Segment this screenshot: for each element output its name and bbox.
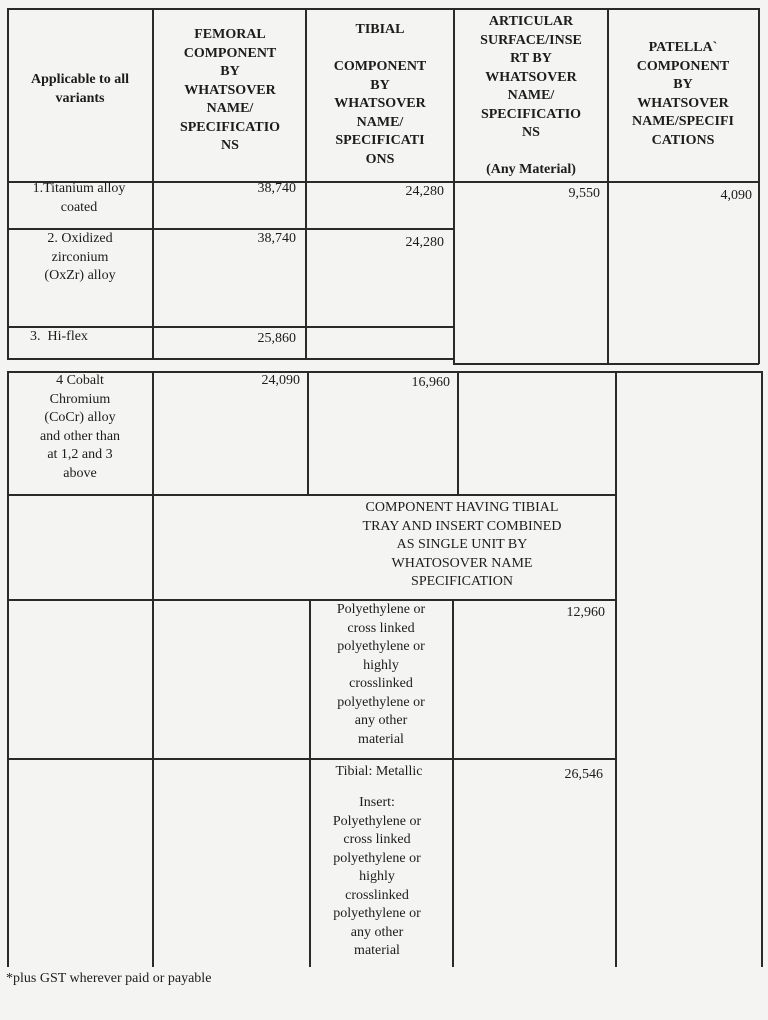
table-line (7, 494, 616, 496)
table-line (7, 371, 9, 967)
header-applicable: Applicable to all variants (30, 72, 130, 106)
row-2-label: 2. Oxidized zirconium (OxZr) alloy (44, 231, 116, 283)
header-femoral: FEMORAL COMPONENT BY WHATSOVER NAME/ SPECIFICATIO NS (179, 27, 281, 153)
combined-unit-heading: COMPONENT HAVING TIBIAL TRAY AND INSERT COMBINED AS SINGLE UNIT BY WHATOSOVER NAME SPECIFICATION (362, 500, 562, 589)
row-1-patella: 4,090 (720, 188, 752, 203)
table-line (453, 8, 455, 364)
row-2-tibial: 24,280 (405, 235, 444, 250)
polyethylene-value: 12,960 (566, 605, 605, 620)
metallic-value: 26,546 (564, 767, 603, 782)
table-line (7, 8, 759, 10)
row-1-articular: 9,550 (568, 186, 600, 201)
metallic-description: Insert: Polyethylene or cross linked polyethylene or highly crosslinked polyethylene or any other material (332, 795, 422, 958)
table-line (7, 371, 761, 373)
table-line (152, 371, 154, 967)
row-2-femoral: 38,740 (257, 231, 296, 246)
row-4-tibial: 16,960 (411, 375, 450, 390)
polyethylene-description: Polyethylene or cross linked polyethylene or highly crosslinked polyethylene or any other material (336, 602, 426, 747)
table-line (309, 599, 311, 967)
table-line (152, 8, 154, 359)
table-line (452, 599, 454, 967)
header-tibial: TIBIAL COMPONENT BY WHATSOVER NAME/ SPECIFICATI ONS (333, 22, 427, 167)
row-1-tibial: 24,280 (405, 184, 444, 199)
header-patella: PATELLA` COMPONENT BY WHATSOVER NAME/SPECIFI CATIONS (632, 40, 734, 148)
table-line (607, 8, 609, 364)
table-line (453, 363, 759, 365)
table-line (761, 371, 763, 967)
table-line (758, 8, 760, 364)
row-1-femoral: 38,740 (257, 181, 296, 196)
table-line (457, 371, 459, 494)
row-1-label: 1.Titanium alloy coated (32, 181, 126, 215)
header-articular: ARTICULAR SURFACE/INSE RT BY WHATSOVER NAME/ SPECIFICATIO NS (Any Material) (480, 14, 582, 177)
row-3-femoral: 25,860 (257, 331, 296, 346)
table-line (7, 8, 9, 359)
table-line (7, 599, 616, 601)
row-4-femoral: 24,090 (261, 373, 300, 388)
metallic-description-title: Tibial: Metallic (335, 764, 423, 779)
table-line (7, 758, 616, 760)
table-line (7, 358, 453, 360)
table-line (305, 8, 307, 359)
row-3-label: 3. Hi-flex (30, 329, 88, 344)
table-line (615, 371, 617, 967)
footnote: *plus GST wherever paid or payable (6, 971, 212, 986)
row-4-label: 4 Cobalt Chromium (CoCr) alloy and other than at 1,2 and 3 above (39, 373, 121, 481)
table-line (307, 371, 309, 494)
